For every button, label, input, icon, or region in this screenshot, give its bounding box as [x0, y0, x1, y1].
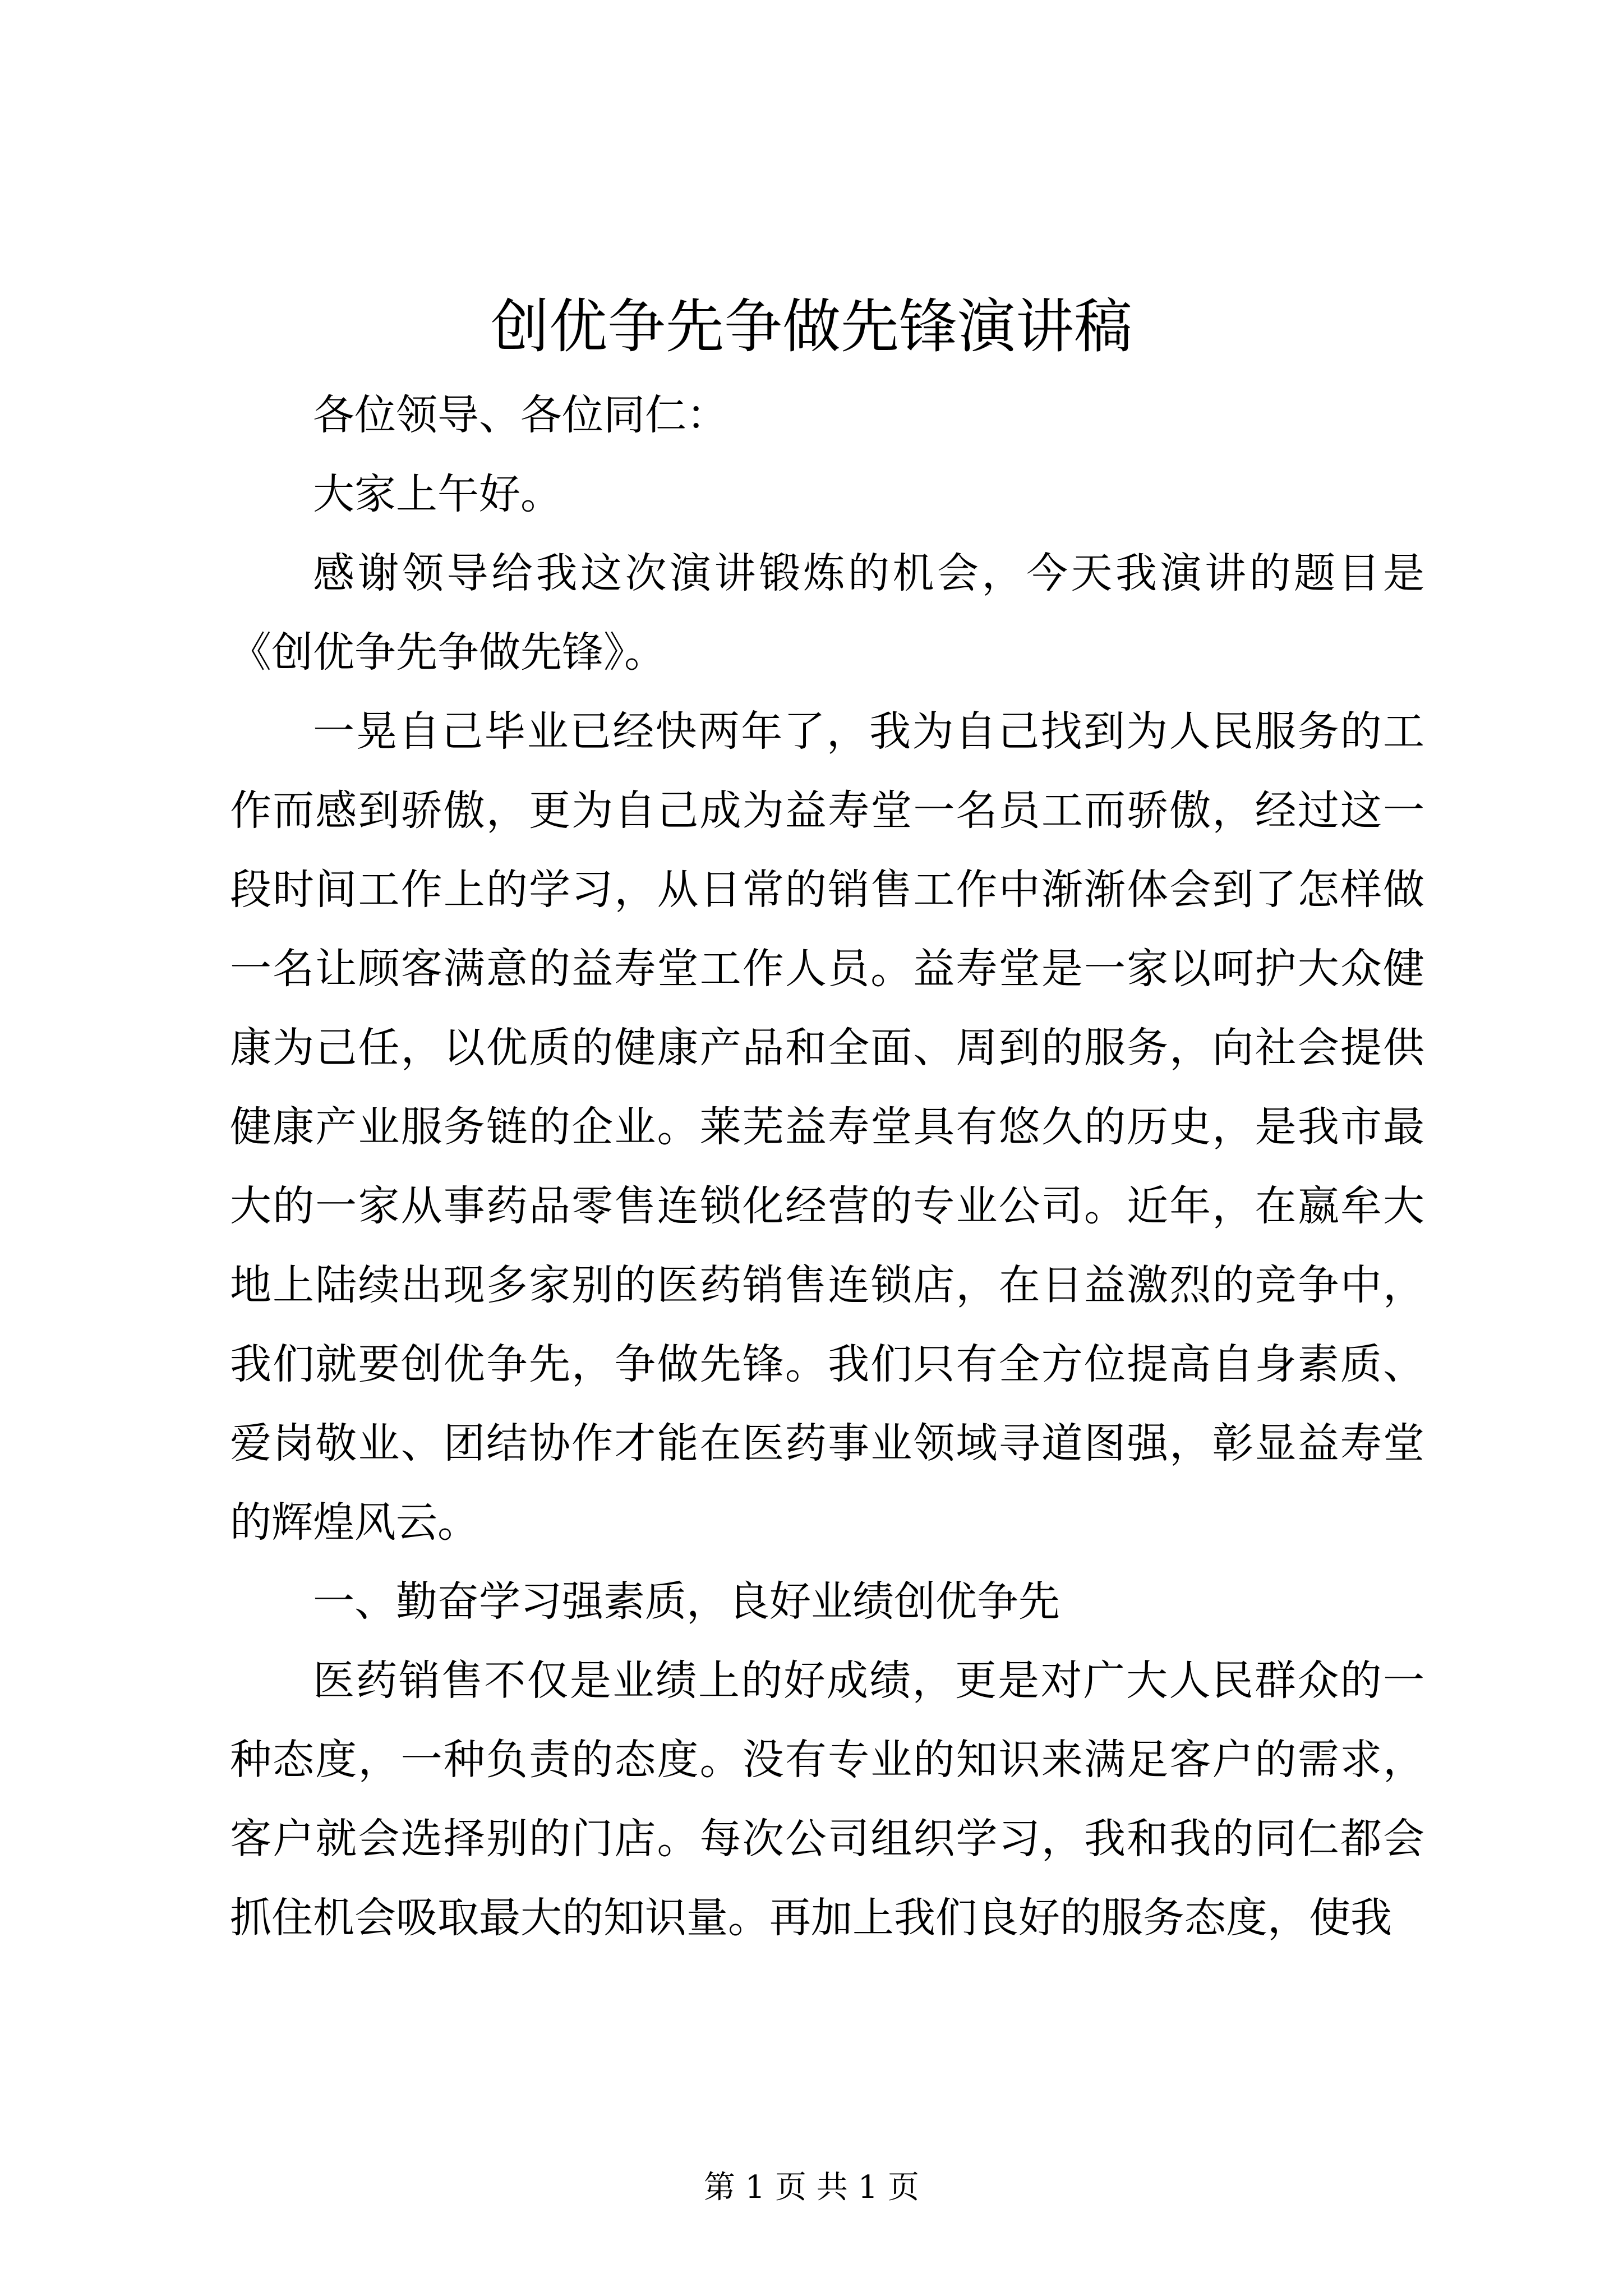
document-title: 创优争先争做先锋演讲稿	[490, 292, 1132, 361]
paragraph-section-1: 医药销售不仅是业绩上的好成绩，更是对广大人民群众的一种态度，一种负责的态度。没有专业的知识来满足客户的需求，客户就会选择别的门店。每次公司组织学习，我和我的同仁都会抓住机会吸取最大的知识量。再加上我们良好的服务态度，使我	[230, 1657, 1424, 1942]
page-footer: 第 1 页 共 1 页	[703, 2169, 920, 2206]
document-body	[230, 376, 1424, 1958]
paragraph-background: 一晃自己毕业已经快两年了，我为自己找到为人民服务的工作而感到骄傲，更为自己成为益寿堂一名员工而骄傲，经过这一段时间工作上的学习，从日常的销售工作中渐渐体会到了怎样做一名让顾客满意的益寿堂工作人员。益寿堂是一家以呵护大众健康为己任，以优质的健康产品和全面、周到的服务，向社会提供健康产业服务链的企业。莱芜益寿堂具有悠久的历史，是我市最大的一家从事药品零售连锁化经营的专业公司。近年，在嬴牟大地上陆续出现多家别的医药销售连锁店，在日益激烈的竞争中，我们就要创优争先，争做先锋。我们只有全方位提高自身素质、爱岗敬业、团结协作才能在医药事业领域寻道图强，彰显益寿堂的辉煌风云。	[230, 707, 1424, 1547]
paragraph-greeting: 大家上午好。	[313, 470, 562, 518]
section-heading-1: 一、勤奋学习强素质，良好业绩创优争先	[313, 1577, 1060, 1626]
paragraph-intro: 感谢领导给我这次演讲锻炼的机会，今天我演讲的题目是《创优争先争做先锋》。	[230, 549, 1424, 677]
paragraph-salutation: 各位领导、各位同仁：	[313, 391, 728, 439]
